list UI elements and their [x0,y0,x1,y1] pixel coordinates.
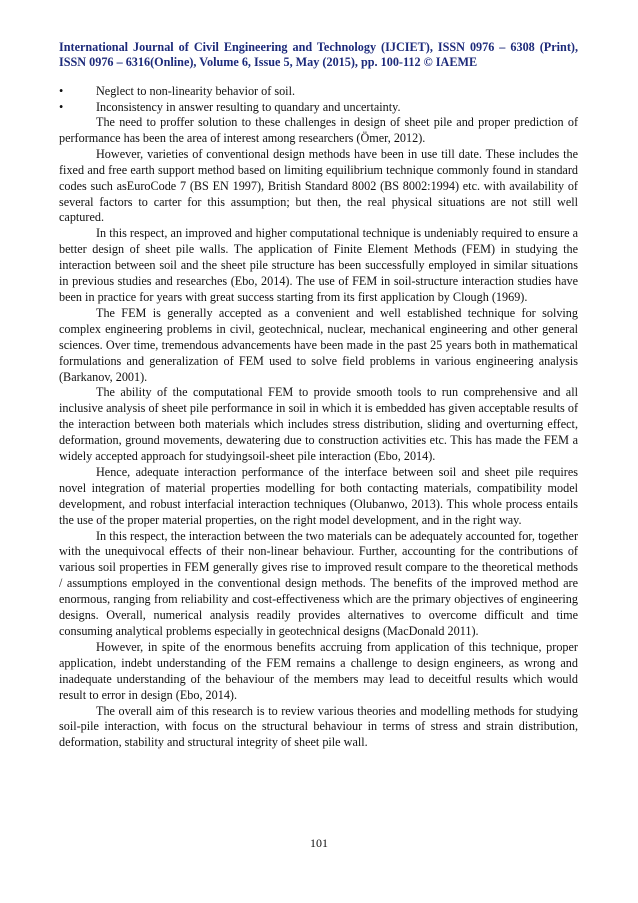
bullet-list [59,83,578,115]
bullet-icon: • [59,100,64,114]
paragraph: The FEM is generally accepted as a convenient and well established technique for solving complex engineering problems in civil, geotechnical, nuclear, mechanical engineering and other general sciences. Over time, tremendous advancements have been made in the past 25 years both in mathematical formulations and generalization of FEM used to solve field problems in various engineering analysis (Barkanov, 2001). [59,305,578,384]
paragraph: However, varieties of conventional design methods have been in use till date. These includes the fixed and free earth support method based on limiting equilibrium technique commonly found in standard codes such asEuroCode 7 (BS EN 1997), British Standard 8002 (BS 8002:1994) etc. with availability of several factors to carter for this assumption; but then, the real physical situations are not still well captured. [59,146,578,225]
paragraph: However, in spite of the enormous benefits accruing from application of this technique, proper application, indebt understanding of the FEM remains a challenge to design engineers, as wrong and inadequate understanding of the behaviour of the members may lead to deceitful results which would result to error in design (Ebo, 2014). [59,639,578,702]
bullet-icon: • [59,84,64,98]
paragraph: The need to proffer solution to these challenges in design of sheet pile and proper prediction of performance has been the area of interest among researchers (Ömer, 2012). [59,115,578,145]
journal-header: International Journal of Civil Engineering and Technology (IJCIET), ISSN 0976 – 6308 (Print), ISSN 0976 – 6316(Online), Volume 6, Issue 5, May (2015), pp. 100-112 © IAEME [59,40,578,69]
page-number: 101 [310,836,328,850]
paragraph: Hence, adequate interaction performance of the interface between soil and sheet pile requires novel integration of material properties modelling for both contacting materials, compatibility model development, and robust interfacial interaction techniques (Olubanwo, 2013). This whole process entails the use of the proper material properties, on the right model development, and in the right way. [59,464,578,527]
paragraph: The ability of the computational FEM to provide smooth tools to run comprehensive and all inclusive analysis of sheet pile performance in soil in which it is embedded has given acceptable results of the interaction between both materials which includes stress distribution, sliding and overturning effect, deformation, ground movements, dewatering due to construction activities etc. This has made the FEM a widely accepted approach for studyingsoil-sheet pile interaction (Ebo, 2014). [59,385,578,464]
paragraph: The overall aim of this research is to review various theories and modelling methods for studying soil-pile interaction, with focus on the structural behaviour in terms of stress and strain distribution, deformation, stability and structural integrity of sheet pile wall. [59,703,578,750]
list-item [59,99,578,115]
bullet-text: Neglect to non-linearity behavior of soil. [96,84,296,98]
list-item [59,83,578,99]
paragraph: In this respect, the interaction between the two materials can be adequately accounted for, together with the unequivocal effects of their non-linear behaviour. Further, accounting for the contributions of various soil properties in FEM generally gives rise to improved result compare to the theoretical methods / assumptions employed in the conventional design methods. The benefits of the improved method are enormous, ranging from reliability and cost-effectiveness which are the primary objectives of engineering designs. Overall, numerical analysis readily provides alternatives to overcome difficult and time consuming analytical problems especially in geotechnical designs (MacDonald 2011). [59,528,578,638]
paragraph: In this respect, an improved and higher computational technique is undeniably required to ensure a better design of sheet pile walls. The application of Finite Element Methods (FEM) in studying the interaction between soil and the sheet pile structure has been successfully employed in similar situations in previous studies and researches (Ebo, 2014). The use of FEM in soil-structure interaction studies have been in practice for years with great success starting from its first application by Clough (1969). [59,226,578,304]
bullet-text: Inconsistency in answer resulting to quandary and uncertainty. [96,100,401,114]
